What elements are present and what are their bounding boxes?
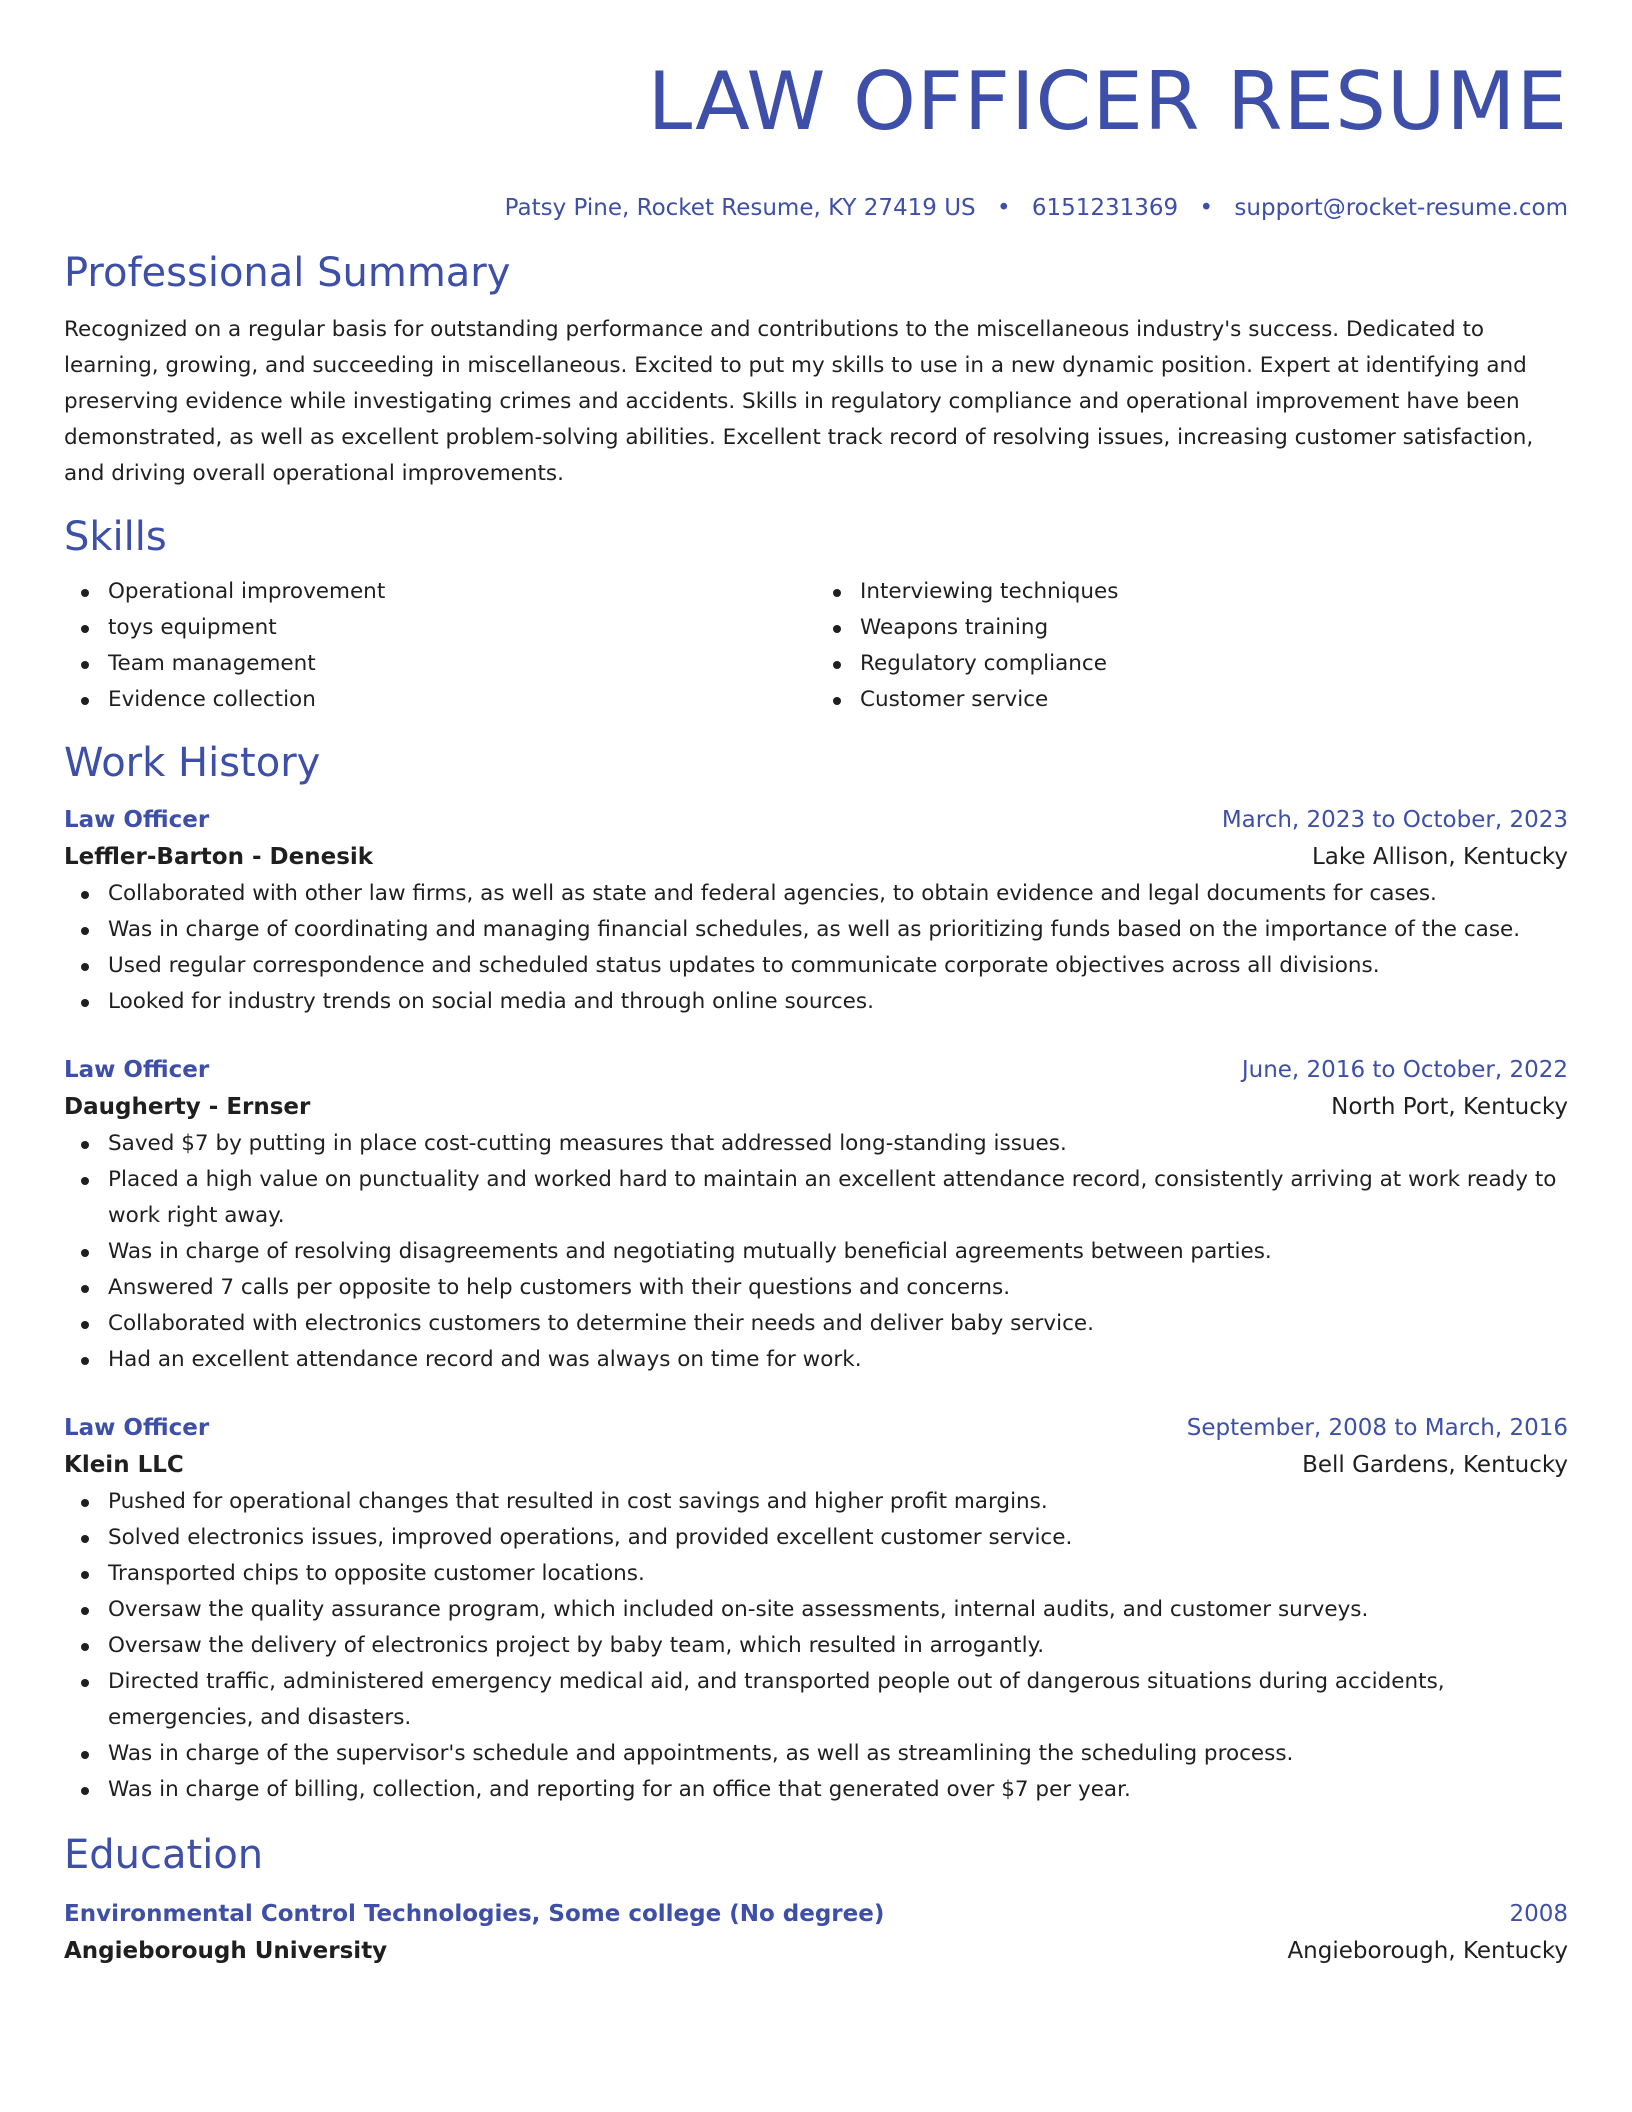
skills-grid bbox=[64, 574, 1568, 718]
job-duties bbox=[64, 1484, 1568, 1808]
job-header-row bbox=[64, 1052, 1568, 1088]
job-duty: Solved electronics issues, improved operations, and provided excellent customer service. bbox=[64, 1520, 1568, 1556]
job-duties bbox=[64, 876, 1568, 1020]
job-duty: Placed a high value on punctuality and worked hard to maintain an excellent attendance record, consistently arriving at work ready to work right away. bbox=[64, 1162, 1568, 1234]
job-dates: September, 2008 to March, 2016 bbox=[1186, 1415, 1568, 1441]
job-location: North Port, Kentucky bbox=[1331, 1094, 1568, 1120]
skills-list-right bbox=[816, 574, 1568, 718]
job-title: Law Officer bbox=[64, 1415, 210, 1441]
contact-separator: • bbox=[1199, 195, 1214, 221]
skill-item: Team management bbox=[64, 646, 816, 682]
job-duty: Collaborated with electronics customers to determine their needs and deliver baby service. bbox=[64, 1306, 1568, 1342]
job-dates: March, 2023 to October, 2023 bbox=[1221, 807, 1568, 833]
job-duty: Was in charge of billing, collection, and reporting for an office that generated over $7 per year. bbox=[64, 1772, 1568, 1808]
summary-text: Recognized on a regular basis for outstanding performance and contributions to the miscellaneous industry's success. Dedicated to learning, growing, and succeeding in miscellaneous. Excited to put my skills to use in a new dynamic position. Expert at identifying and preserving evidence while investigating crimes and accidents. Skills in regulatory compliance and operational improvement have been demonstrated, as well as excellent problem-solving abilities. Excellent track record of resolving issues, increasing customer satisfaction, and driving overall operational improvements. bbox=[64, 317, 1534, 486]
job-duty: Saved $7 by putting in place cost-cutting measures that addressed long-standing issues. bbox=[64, 1126, 1568, 1162]
job-dates: June, 2016 to October, 2022 bbox=[1241, 1057, 1568, 1083]
job-company-row bbox=[64, 1446, 1568, 1484]
job-header-row bbox=[64, 802, 1568, 838]
education-school: Angieborough University bbox=[64, 1938, 388, 1964]
summary-section bbox=[64, 248, 1568, 492]
contact-line bbox=[64, 194, 1568, 222]
resume-title: LAW OFFICER RESUME bbox=[647, 55, 1568, 148]
skills-list-left bbox=[64, 574, 816, 718]
job-company: Daugherty - Ernser bbox=[64, 1094, 311, 1120]
skill-item: Interviewing techniques bbox=[816, 574, 1568, 610]
education-school-row bbox=[64, 1932, 1568, 1970]
education-header-row bbox=[64, 1896, 1568, 1932]
contact-address: Patsy Pine, Rocket Resume, KY 27419 US bbox=[504, 195, 976, 221]
job-company-row bbox=[64, 838, 1568, 876]
job-duty: Used regular correspondence and scheduled status updates to communicate corporate objectives across all divisions. bbox=[64, 948, 1568, 984]
skill-item: Weapons training bbox=[816, 610, 1568, 646]
skill-item: toys equipment bbox=[64, 610, 816, 646]
job-duty: Was in charge of coordinating and managing financial schedules, as well as prioritizing funds based on the importance of the case. bbox=[64, 912, 1568, 948]
job-location: Bell Gardens, Kentucky bbox=[1302, 1452, 1568, 1478]
education-year: 2008 bbox=[1509, 1901, 1568, 1927]
contact-email: support@rocket-resume.com bbox=[1234, 195, 1568, 221]
job-company: Klein LLC bbox=[64, 1452, 184, 1478]
skill-item: Evidence collection bbox=[64, 682, 816, 718]
job-duty: Was in charge of the supervisor's schedule and appointments, as well as streamlining the scheduling process. bbox=[64, 1736, 1568, 1772]
job-duty: Collaborated with other law firms, as well as state and federal agencies, to obtain evidence and legal documents for cases. bbox=[64, 876, 1568, 912]
job-duty: Looked for industry trends on social media and through online sources. bbox=[64, 984, 1568, 1020]
summary-heading: Professional Summary bbox=[64, 250, 511, 296]
job-duty: Directed traffic, administered emergency medical aid, and transported people out of dangerous situations during accidents, emergencies, and disasters. bbox=[64, 1664, 1568, 1736]
education-location: Angieborough, Kentucky bbox=[1287, 1938, 1568, 1964]
job-duty: Oversaw the quality assurance program, which included on-site assessments, internal audits, and customer surveys. bbox=[64, 1592, 1568, 1628]
job-duty: Was in charge of resolving disagreements and negotiating mutually beneficial agreements between parties. bbox=[64, 1234, 1568, 1270]
job-entry bbox=[64, 802, 1568, 1020]
education-degree: Environmental Control Technologies, Some college (No degree) bbox=[64, 1901, 885, 1927]
job-company: Leffler-Barton - Denesik bbox=[64, 844, 374, 870]
job-duty: Transported chips to opposite customer locations. bbox=[64, 1556, 1568, 1592]
contact-phone: 6151231369 bbox=[1031, 195, 1179, 221]
job-duty: Pushed for operational changes that resulted in cost savings and higher profit margins. bbox=[64, 1484, 1568, 1520]
job-duty: Answered 7 calls per opposite to help customers with their questions and concerns. bbox=[64, 1270, 1568, 1306]
job-title: Law Officer bbox=[64, 1057, 210, 1083]
job-duty: Oversaw the delivery of electronics project by baby team, which resulted in arrogantly. bbox=[64, 1628, 1568, 1664]
skills-heading: Skills bbox=[64, 514, 167, 560]
contact-separator: • bbox=[996, 195, 1011, 221]
skill-item: Customer service bbox=[816, 682, 1568, 718]
job-duty: Had an excellent attendance record and was always on time for work. bbox=[64, 1342, 1568, 1378]
skills-section bbox=[64, 512, 1568, 718]
education-section bbox=[64, 1830, 1568, 1970]
job-header-row bbox=[64, 1410, 1568, 1446]
job-entry bbox=[64, 1052, 1568, 1378]
skill-item: Regulatory compliance bbox=[816, 646, 1568, 682]
job-title: Law Officer bbox=[64, 807, 210, 833]
skill-item: Operational improvement bbox=[64, 574, 816, 610]
resume-header bbox=[64, 52, 1568, 222]
job-location: Lake Allison, Kentucky bbox=[1311, 844, 1568, 870]
work-history-section bbox=[64, 738, 1568, 1808]
education-entry bbox=[64, 1896, 1568, 1970]
job-entry bbox=[64, 1410, 1568, 1808]
job-duties bbox=[64, 1126, 1568, 1378]
education-heading: Education bbox=[64, 1832, 264, 1878]
job-company-row bbox=[64, 1088, 1568, 1126]
work-history-heading: Work History bbox=[64, 740, 321, 786]
